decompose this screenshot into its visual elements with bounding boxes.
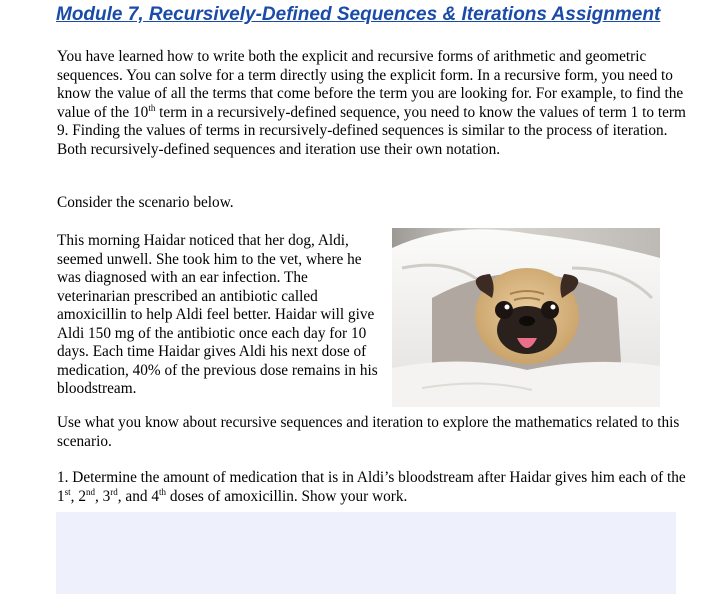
scenario-paragraph: This morning Haidar noticed that her dog, Aldi, seemed unwell. She took him to the vet, where he was diagnosed with an ear infection. The veterinarian prescribed an antibiotic called amoxicillin to help Aldi feel better. Haidar will give Aldi 150 mg of the antibiotic once each day for 10 days. Each time Haidar gives Aldi his next dose of medication, 40% of the previous dose remains in his bloodstream. bbox=[57, 232, 378, 397]
pug-under-blanket-image bbox=[392, 228, 660, 407]
page-title: Module 7, Recursively-Defined Sequences & Iterations Assignment bbox=[56, 4, 661, 25]
answer-box[interactable] bbox=[56, 512, 676, 594]
consider-paragraph: Consider the scenario below. bbox=[57, 194, 234, 211]
question-1: 1. Determine the amount of medication that is in Aldi’s bloodstream after Haidar gives him each of the 1st, 2nd, 3rd, and 4th doses of amoxicillin. Show your work. bbox=[57, 469, 686, 505]
intro-paragraph: You have learned how to write both the explicit and recursive forms of arithmetic and geometric sequences. You can solve for a term directly using the explicit form. In a recursive form, you need to know the value of all the terms that come before the term you are looking for. For example, to find the value of the 10th term in a recursively-defined sequence, you need to know the values of term 1 to term 9. Finding the values of terms in recursively-defined sequences is similar to the process of iteration. Both recursively-defined sequences and iteration use their own notation. bbox=[57, 48, 686, 158]
explore-paragraph: Use what you know about recursive sequences and iteration to explore the mathematics related to this scenario. bbox=[57, 414, 680, 450]
